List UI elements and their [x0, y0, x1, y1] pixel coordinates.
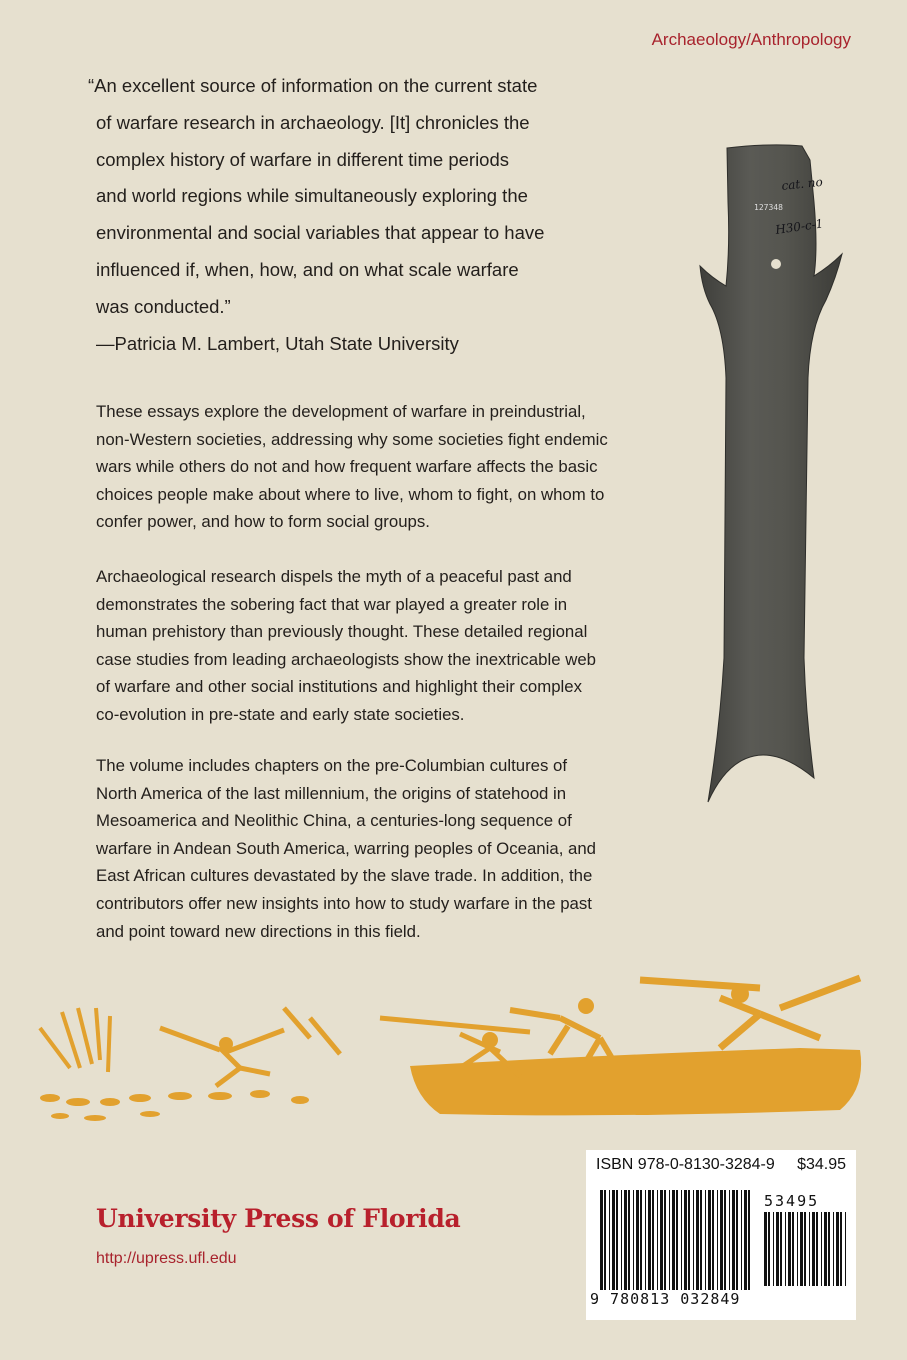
desc-line: wars while others do not and how frequent warfare affects the basic	[96, 457, 598, 477]
barcode-bar	[732, 1190, 735, 1290]
barcode-bar	[744, 1190, 747, 1290]
barcode-bar	[785, 1212, 786, 1286]
desc-line: choices people make about where to live, whom to fight, on whom to	[96, 484, 605, 504]
barcode-bar	[688, 1190, 690, 1290]
barcode-bar	[804, 1212, 806, 1286]
barcode-bar	[600, 1190, 603, 1290]
barcode-bar	[609, 1190, 610, 1290]
barcode-bar	[657, 1190, 658, 1290]
quote-line: of warfare research in archaeology. [It] chronicles the	[96, 111, 530, 133]
addon-digits: 53495	[764, 1192, 820, 1210]
desc-line: case studies from leading archaeologists show the inextricable web	[96, 649, 596, 669]
barcode-box	[586, 1150, 856, 1320]
barcode-bar	[824, 1212, 827, 1286]
barcode-bar	[660, 1190, 663, 1290]
barcode-bar	[812, 1212, 815, 1286]
barcode-bar	[741, 1190, 742, 1290]
blade-shape	[700, 145, 842, 802]
petroglyph-warriors-image	[20, 968, 900, 1138]
barcode-bar	[816, 1212, 818, 1286]
addon-barcode	[764, 1212, 848, 1286]
barcode-bar	[748, 1190, 750, 1290]
desc-line: demonstrates the sobering fact that war played a greater role in	[96, 594, 568, 614]
description-paragraph-1	[96, 398, 656, 536]
barcode-bar	[633, 1190, 634, 1290]
isbn-text: ISBN 978-0-8130-3284-9	[596, 1156, 775, 1173]
ean-barcode	[600, 1190, 750, 1290]
description-paragraph-3	[96, 752, 656, 945]
blurb-quote	[88, 68, 608, 362]
barcode-bar	[809, 1212, 810, 1286]
warrior-figure-4	[640, 978, 860, 1048]
barcode-bar	[821, 1212, 822, 1286]
warrior-figure-1	[160, 1008, 340, 1086]
desc-line: co-evolution in pre-state and early state societies.	[96, 704, 465, 724]
barcode-bar	[681, 1190, 682, 1290]
desc-line: warfare in Andean South America, warring peoples of Oceania, and	[96, 838, 597, 858]
quote-line: environmental and social variables that appear to have	[96, 222, 545, 244]
barcode-bar	[729, 1190, 730, 1290]
quote-line: was conducted.”	[96, 295, 231, 317]
barcode-bar	[788, 1212, 791, 1286]
barcode-bar	[676, 1190, 678, 1290]
barcode-bar	[773, 1212, 774, 1286]
barcode-bar	[628, 1190, 630, 1290]
barcode-bar	[612, 1190, 615, 1290]
barcode-bar	[664, 1190, 666, 1290]
desc-line: human prehistory than previously thought. These detailed regional	[96, 622, 588, 642]
barcode-bar	[797, 1212, 798, 1286]
quote-line: complex history of warfare in different time periods	[96, 148, 510, 170]
barcode-bar	[604, 1190, 606, 1290]
barcode-bar	[645, 1190, 646, 1290]
quote-line: and world regions while simultaneously exploring the	[96, 185, 528, 207]
barcode-bar	[672, 1190, 675, 1290]
quote-attribution: —Patricia M. Lambert, Utah State University	[96, 332, 459, 354]
barcode-bar	[792, 1212, 794, 1286]
barcode-bar	[640, 1190, 642, 1290]
barcode-bar	[712, 1190, 714, 1290]
desc-line: non-Western societies, addressing why some societies fight endemic	[96, 429, 608, 449]
barcode-bar	[828, 1212, 830, 1286]
category-label: Archaeology/Anthropology	[651, 30, 851, 49]
price-text: $34.95	[797, 1156, 846, 1173]
barcode-bar	[845, 1212, 846, 1286]
ean-digits: 9 780813 032849	[590, 1290, 741, 1308]
barcode-bar	[840, 1212, 842, 1286]
barcode-bar	[836, 1212, 839, 1286]
barcode-bar	[720, 1190, 723, 1290]
barcode-bar	[669, 1190, 670, 1290]
barcode-bar	[652, 1190, 654, 1290]
barcode-bar	[648, 1190, 651, 1290]
desc-line: These essays explore the development of warfare in preindustrial,	[96, 402, 586, 421]
stone-blade-image	[690, 138, 890, 818]
barcode-bar	[764, 1212, 767, 1286]
barcode-bar	[736, 1190, 738, 1290]
barcode-bar	[724, 1190, 726, 1290]
barcode-bar	[705, 1190, 706, 1290]
barcode-bar	[776, 1212, 779, 1286]
barcode-bar	[693, 1190, 694, 1290]
quote-line: “An excellent source of information on the current state	[88, 75, 538, 96]
desc-line: The volume includes chapters on the pre-Columbian cultures of	[96, 756, 568, 775]
barcode-bar	[768, 1212, 770, 1286]
publisher-name: University Press of Florida	[96, 1204, 461, 1233]
publisher-url[interactable]: http://upress.ufl.edu	[96, 1250, 237, 1267]
barcode-bar	[833, 1212, 834, 1286]
desc-line: contributors offer new insights into how to study warfare in the past	[96, 893, 592, 913]
barcode-bar	[717, 1190, 718, 1290]
blade-hole	[771, 259, 781, 269]
quote-line: influenced if, when, how, and on what scale warfare	[96, 258, 519, 280]
description-paragraph-2	[96, 563, 656, 729]
barcode-bar	[780, 1212, 782, 1286]
desc-line: and point toward new directions in this field.	[96, 921, 421, 941]
desc-line: confer power, and how to form social groups.	[96, 512, 430, 532]
barcode-bar	[636, 1190, 639, 1290]
desc-line: East African cultures devastated by the slave trade. In addition, the	[96, 866, 593, 886]
barcode-bar	[624, 1190, 627, 1290]
desc-line: of warfare and other social institutions and highlight their complex	[96, 677, 582, 697]
catalog-label-2: 127348	[754, 203, 783, 212]
barcode-bar	[696, 1190, 699, 1290]
barcode-bar	[700, 1190, 702, 1290]
desc-line: North America of the last millennium, the origins of statehood in	[96, 783, 567, 803]
desc-line: Archaeological research dispels the myth of a peaceful past and	[96, 567, 572, 586]
desc-line: Mesoamerica and Neolithic China, a centuries-long sequence of	[96, 811, 572, 831]
barcode-bar	[684, 1190, 687, 1290]
catalog-label-3: H30-c-1	[774, 216, 825, 237]
catalog-label-1: cat. no	[780, 174, 824, 193]
barcode-bar	[621, 1190, 622, 1290]
barcode-bar	[708, 1190, 711, 1290]
barcode-bar	[616, 1190, 618, 1290]
barcode-bar	[800, 1212, 803, 1286]
